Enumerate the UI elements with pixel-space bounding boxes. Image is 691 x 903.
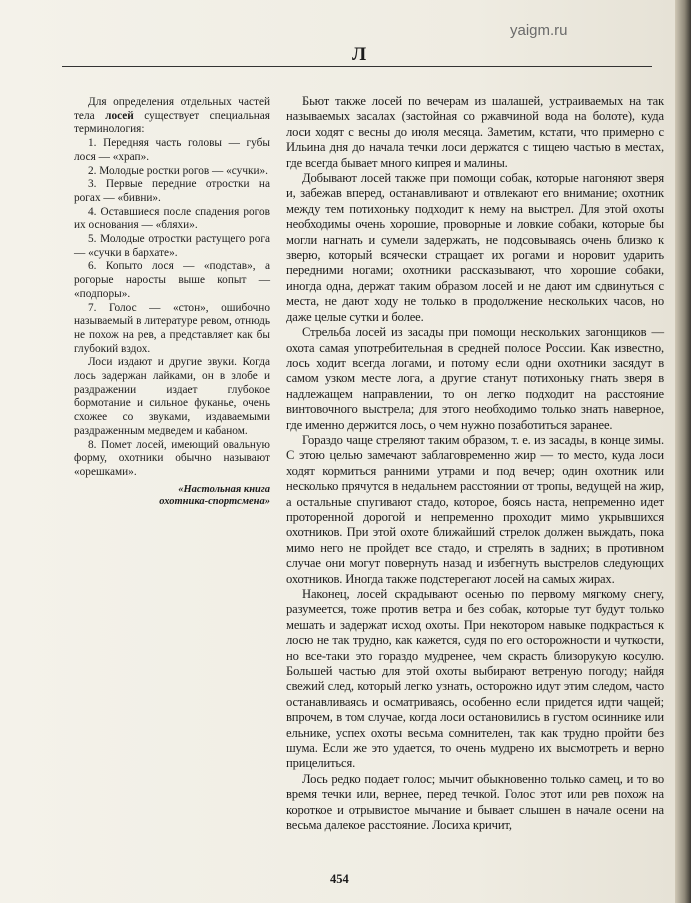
main-text-column: [286, 94, 664, 834]
keyword-moose: лосей: [105, 109, 134, 122]
body-paragraph: Бьют также лосей по вечерам из шалашей, устраиваемых на так называемых засалах (застойная со ржавчиной вода на болоте), куда лоси ходят с весны до июля месяца. Заметим, кстати, что примерно с Ильина дня до начала течки лоси держатся с тищею частью в местах, где всегда бывает много кипрея и малины.: [286, 94, 664, 170]
term-item: 3. Первые передние отростки на рогах — «бивни».: [74, 178, 270, 204]
section-letter: Л: [352, 44, 367, 65]
body-paragraph: Лось редко подает голос; мычит обыкновенно только самец, и то во время течки или, вернее, перед течкой. Голос этот или рев похож на короткое и отрывистое мычание и бывает слышен в начале осени на весьма далекое расстояние. Лосиха кричит,: [286, 771, 664, 833]
body-paragraph: Стрельба лосей из засады при помощи нескольких загонщиков — охота самая употребительная в средней полосе России. Как известно, лось ходит всегда логами, и потому если одни охотники засядут в самом узком месте лога, а другие станут потихоньку гнать зверя в надлежащем направлении, то он легко подходит на расстояние винтовочного выстрела; для этого необходимо только знать наверное, где именно держится лось, о чем нужно позаботиться заранее.: [286, 325, 664, 432]
body-paragraph: Гораздо чаще стреляют таким образом, т. е. из засады, в конце зимы. С этою целью замечают заблаговременно жир — то место, куда лоси ходят кормиться ранними утрами и под вечер; один охотник или несколько прячутся в недальнем расстоянии от тропы, ведущей на жир, а остальные спугивают стадо, которое, боясь наста, непременно идет проторенной дорогой и непременно проходит мимо укрывшихся охотников. При этой охоте ближайший стрелок должен выждать, пока мимо него не пройдет все стадо, и стрелять в задних; в противном случае они могут повернуть назад и избегнуть выстрелов следующих охотников. Иногда также подстерегают лосей на самых жирах.: [286, 432, 664, 586]
body-paragraph: Наконец, лосей скрадывают осенью по первому мягкому снегу, разумеется, тоже против ветра и без собак, которые тут будут только мешать и задержат исход охоты. При некотором навыке подкрасться к лосю не так трудно, как кажется, судя по его осторожности и чуткости, но все-таки это гораздо мудренее, чем скрасть близорукую косулю. Большей частью для этой охоты выбирают ветреную погоду; найдя свежий след, который легко узнать, осторожно идут этим следом, часто останавливаясь и осматриваясь, особенно если придется идти чащей; впрочем, в том случае, когда лоси остановились в густом осиннике или ельнике, успех охоты весьма сомнителен, так как трудно пройти без шума. Если же это удается, то очень мудрено их высмотреть и верно прицелиться.: [286, 587, 664, 771]
site-watermark: yaigm.ru: [510, 22, 568, 39]
sounds-paragraph: Лоси издают и другие звуки. Когда лось задержан лайками, он в злобе и раздражении издает глубокое бормотание и сильное фуканье, очень схожее со звуками, издаваемыми раздраженным медведем и кабаном.: [74, 356, 270, 437]
term-item: 7. Голос — «стон», ошибочно называемый в литературе ревом, отнюдь не похож на рев, а представляет как бы глубокий вздох.: [74, 301, 270, 355]
body-paragraph: Добывают лосей также при помощи собак, которые нагоняют зверя и, забежав вперед, останавливают и отвлекают его внимание; охотник между тем потихоньку подходит к нему на выстрел. Для этой охоты необходимы очень хорошие, проворные и ловкие собаки, которые бы могли нагнать и сумели задержать, не подсовываясь очень близко к зверю, который всячески стращает их рогами и норовит ударить передними ногами; охотники рассказывают, что хорошие собаки, иногда одна, держат таким образом лосей и не дают им сдвинуться с места, не дают ходу не только в продолжение нескольких часов, но даже целые сутки и более.: [286, 171, 664, 324]
page-number: 454: [330, 872, 349, 886]
term-item: 5. Молодые отростки растущего рога — «сучки в бархате».: [74, 233, 270, 259]
droppings-paragraph: 8. Помет лосей, имеющий овальную форму, охотники обычно называют «орешками».: [74, 438, 270, 478]
terminology-column: [74, 96, 270, 509]
terminology-intro: Для определения отдельных частей тела лосей существует специальная терминология:: [74, 96, 270, 136]
term-item: 1. Передняя часть головы — губы лося — «храп».: [74, 137, 270, 163]
term-item: 6. Копыто лося — «подстав», а рогорые наросты выше копыт — «подпоры».: [74, 260, 270, 300]
book-spine-edge: [675, 0, 691, 903]
term-item: 2. Молодые ростки рогов — «сучки».: [88, 164, 269, 177]
header-rule: [62, 66, 652, 67]
term-item: 4. Оставшиеся после спадения рогов их основания — «бляхи».: [74, 205, 270, 232]
source-attribution: «Настольная книга охотника-спортсмена»: [159, 483, 270, 508]
show-through-text: [76, 630, 266, 650]
